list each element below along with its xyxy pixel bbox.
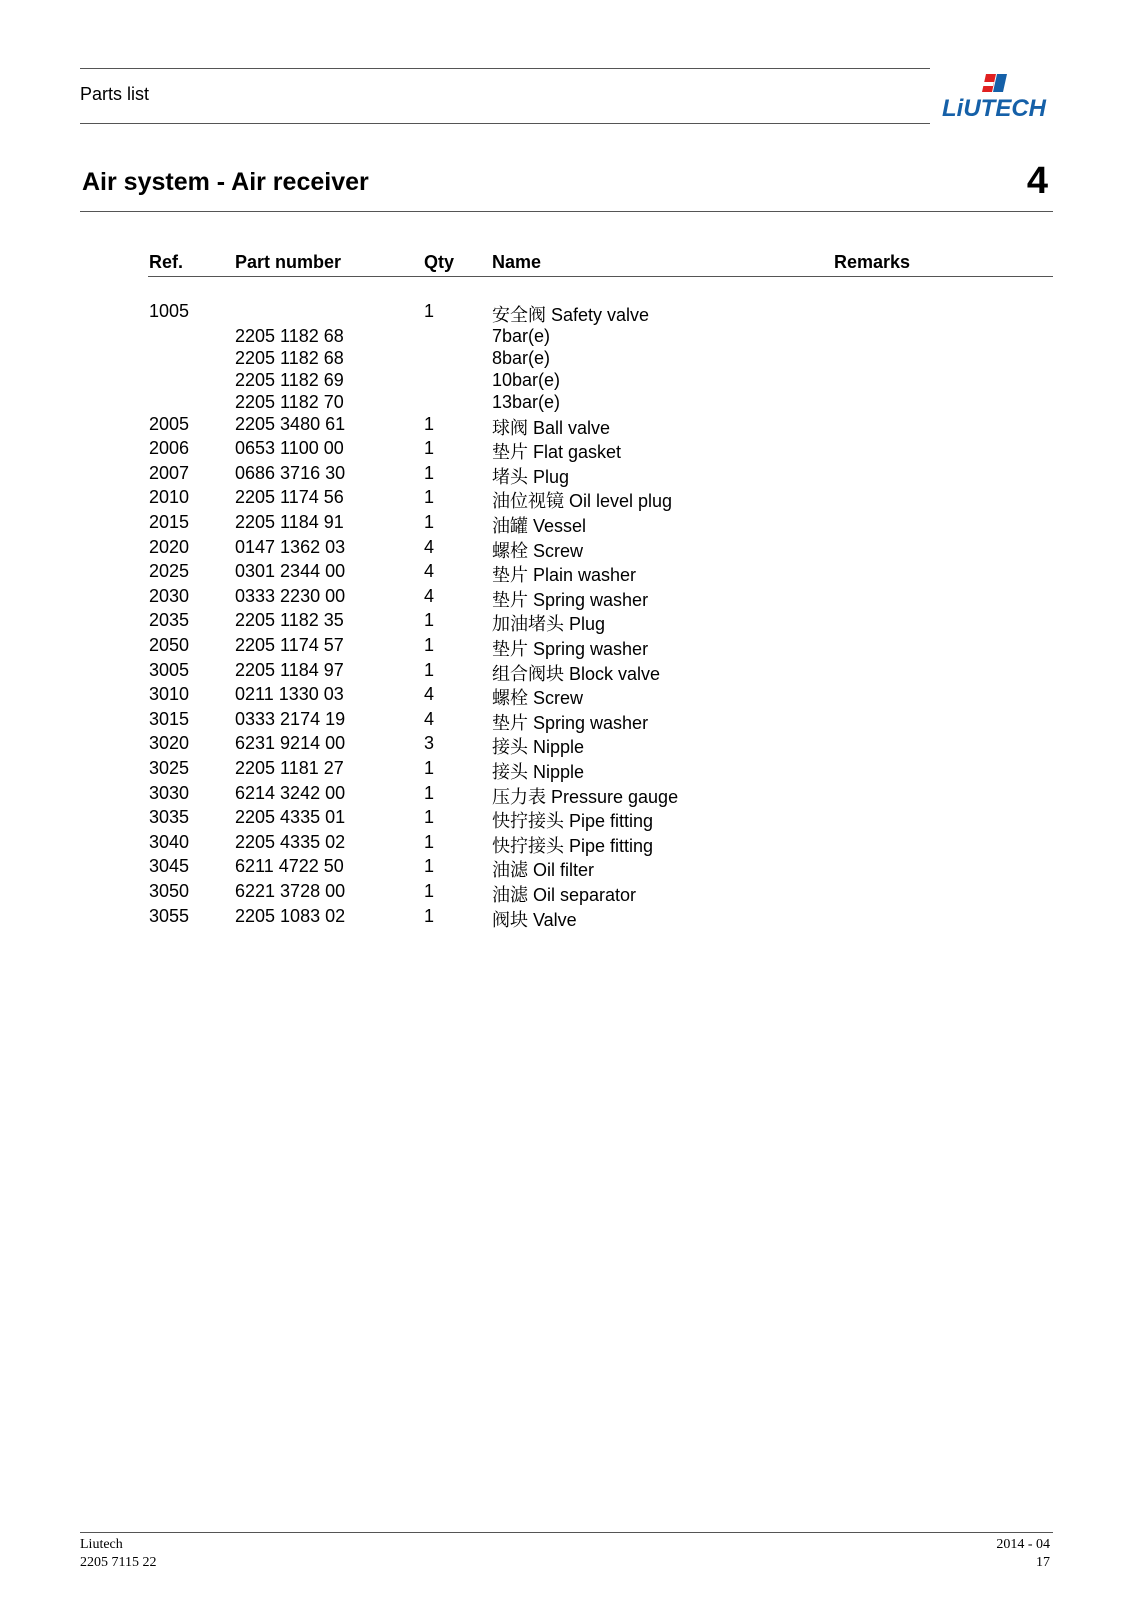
cell-part-number: 2205 1083 02 <box>235 905 346 926</box>
cell-part-number: 2205 1182 68 <box>235 325 344 346</box>
table-row <box>0 487 1130 512</box>
cell-name: 球阀 Ball valve <box>492 417 611 438</box>
footer-date: 2014 - 04 <box>996 1537 1050 1552</box>
table-row <box>0 783 1130 805</box>
cell-ref: 3055 <box>149 905 190 926</box>
cell-name: 垫片 Flat gasket <box>492 442 622 463</box>
cell-part-number: 0211 1330 03 <box>235 684 344 705</box>
cell-ref: 2035 <box>149 610 190 631</box>
cell-qty: 1 <box>424 610 435 631</box>
chapter-number: 4 <box>1026 160 1048 202</box>
cell-qty: 1 <box>424 758 435 778</box>
cell-ref: 3050 <box>149 881 190 901</box>
table-row <box>0 709 1130 731</box>
cell-qty: 1 <box>424 301 435 321</box>
table-row <box>0 348 1130 370</box>
footer-doc-number: 2205 7115 22 <box>80 1555 157 1570</box>
header-top-rule <box>80 68 930 69</box>
cell-ref: 3015 <box>149 708 190 729</box>
cell-part-number: 0333 2230 00 <box>235 585 346 606</box>
table-row <box>0 610 1130 635</box>
header-bottom-rule <box>80 123 930 124</box>
cell-part-number: 2205 1184 97 <box>235 659 344 680</box>
table-row <box>0 438 1130 463</box>
brand-logo <box>936 70 1056 122</box>
cell-ref: 2007 <box>149 462 190 483</box>
table-header-rule <box>148 276 1053 277</box>
cell-name: 螺栓 Screw <box>492 688 584 709</box>
cell-name: 8bar(e) <box>492 347 551 368</box>
table-row <box>0 326 1130 348</box>
cell-part-number: 2205 1182 35 <box>235 610 344 631</box>
cell-part-number: 2205 3480 61 <box>235 413 346 434</box>
cell-qty: 4 <box>424 561 435 582</box>
cell-name: 安全阀 Safety valve <box>492 305 650 325</box>
cell-ref: 1005 <box>149 301 190 321</box>
cell-name: 垫片 Spring washer <box>492 712 649 733</box>
cell-part-number: 2205 4335 02 <box>235 831 346 852</box>
col-qty-header: Qty <box>424 252 455 272</box>
table-row <box>0 561 1130 586</box>
table-row <box>0 733 1130 758</box>
table-row <box>0 463 1130 485</box>
cell-qty: 1 <box>424 807 435 828</box>
table-row <box>0 684 1130 709</box>
cell-ref: 2005 <box>149 413 190 434</box>
cell-qty: 1 <box>424 782 435 803</box>
cell-ref: 2030 <box>149 585 190 606</box>
cell-part-number: 6231 9214 00 <box>235 733 346 754</box>
footer-rule <box>80 1532 1053 1533</box>
cell-ref: 3025 <box>149 758 190 778</box>
cell-name: 接头 Nipple <box>492 737 585 758</box>
cell-qty: 4 <box>424 585 435 606</box>
cell-ref: 3040 <box>149 831 190 852</box>
cell-ref: 2010 <box>149 487 190 508</box>
cell-qty: 1 <box>424 462 435 483</box>
logo-mark-icon <box>982 74 1007 92</box>
cell-part-number: 6221 3728 00 <box>235 881 346 901</box>
table-row <box>0 537 1130 559</box>
cell-qty: 4 <box>424 536 435 557</box>
cell-qty: 1 <box>424 831 435 852</box>
table-row <box>0 301 1130 323</box>
cell-ref: 2020 <box>149 536 190 557</box>
cell-part-number: 0686 3716 30 <box>235 462 346 483</box>
cell-ref: 2006 <box>149 438 190 459</box>
cell-qty: 1 <box>424 438 435 459</box>
cell-part-number: 6211 4722 50 <box>235 856 344 877</box>
col-remarks-header: Remarks <box>834 252 911 272</box>
table-row <box>0 586 1130 608</box>
cell-qty: 1 <box>424 512 435 532</box>
cell-part-number: 6214 3242 00 <box>235 782 346 803</box>
cell-ref: 3020 <box>149 733 190 754</box>
footer-company: Liutech <box>80 1537 123 1552</box>
table-row <box>0 392 1130 414</box>
col-name-header: Name <box>492 252 542 272</box>
cell-name: 接头 Nipple <box>492 762 585 782</box>
page-title: Air system - Air receiver <box>82 168 369 196</box>
col-part-number-header: Part number <box>235 252 342 272</box>
cell-name: 加油堵头 Plug <box>492 614 606 635</box>
cell-part-number: 2205 1182 69 <box>235 369 344 390</box>
table-row <box>0 856 1130 881</box>
cell-ref: 2050 <box>149 635 190 655</box>
cell-part-number: 0301 2344 00 <box>235 561 346 582</box>
cell-qty: 1 <box>424 905 435 926</box>
table-row <box>0 660 1130 682</box>
cell-qty: 4 <box>424 708 435 729</box>
cell-name: 垫片 Spring washer <box>492 589 649 610</box>
cell-qty: 3 <box>424 733 435 754</box>
cell-name: 7bar(e) <box>492 325 551 346</box>
cell-ref: 3035 <box>149 807 190 828</box>
cell-name: 组合阀块 Block valve <box>492 663 661 684</box>
table-row <box>0 512 1130 534</box>
cell-part-number: 2205 1182 68 <box>235 347 344 368</box>
cell-name: 快拧接头 Pipe fitting <box>492 811 654 832</box>
cell-qty: 1 <box>424 413 435 434</box>
cell-name: 快拧接头 Pipe fitting <box>492 835 654 856</box>
cell-part-number: 2205 1184 91 <box>235 512 344 532</box>
cell-part-number: 0653 1100 00 <box>235 438 344 459</box>
cell-part-number: 2205 1182 70 <box>235 391 344 412</box>
cell-ref: 3030 <box>149 782 190 803</box>
logo-wordmark: LiUTECH <box>942 95 1046 122</box>
cell-name: 油位视镜 Oil level plug <box>492 491 673 512</box>
cell-part-number: 2205 1174 56 <box>235 487 344 508</box>
table-row <box>0 881 1130 903</box>
cell-ref: 3005 <box>149 659 190 680</box>
cell-qty: 1 <box>424 659 435 680</box>
cell-name: 13bar(e) <box>492 391 561 412</box>
cell-qty: 1 <box>424 881 435 901</box>
cell-name: 油罐 Vessel <box>492 516 587 536</box>
cell-name: 10bar(e) <box>492 369 561 390</box>
footer-page-number: 17 <box>1036 1555 1050 1570</box>
cell-name: 压力表 Pressure gauge <box>492 786 679 807</box>
cell-ref: 2015 <box>149 512 190 532</box>
cell-part-number: 2205 1174 57 <box>235 635 344 655</box>
cell-part-number: 0147 1362 03 <box>235 536 346 557</box>
table-row <box>0 635 1130 657</box>
cell-ref: 3045 <box>149 856 190 877</box>
cell-ref: 2025 <box>149 561 190 582</box>
cell-part-number: 0333 2174 19 <box>235 708 346 729</box>
cell-name: 油滤 Oil separator <box>492 885 637 905</box>
cell-qty: 1 <box>424 856 435 877</box>
table-row <box>0 807 1130 832</box>
cell-name: 垫片 Spring washer <box>492 639 649 659</box>
col-ref-header: Ref. <box>149 252 184 272</box>
cell-name: 油滤 Oil filter <box>492 860 595 881</box>
cell-name: 螺栓 Screw <box>492 540 584 561</box>
table-row <box>0 832 1130 854</box>
table-row <box>0 906 1130 928</box>
table-row <box>0 370 1130 392</box>
cell-name: 垫片 Plain washer <box>492 565 637 586</box>
cell-name: 阀块 Valve <box>492 909 577 930</box>
title-rule <box>80 211 1053 212</box>
table-row <box>0 758 1130 780</box>
table-row <box>0 414 1130 436</box>
cell-ref: 3010 <box>149 684 190 705</box>
cell-qty: 4 <box>424 684 435 705</box>
cell-qty: 1 <box>424 635 435 655</box>
cell-part-number: 2205 1181 27 <box>235 758 344 778</box>
cell-part-number: 2205 4335 01 <box>235 807 346 828</box>
cell-qty: 1 <box>424 487 435 508</box>
header-label: Parts list <box>80 84 150 104</box>
cell-name: 堵头 Plug <box>492 466 570 487</box>
